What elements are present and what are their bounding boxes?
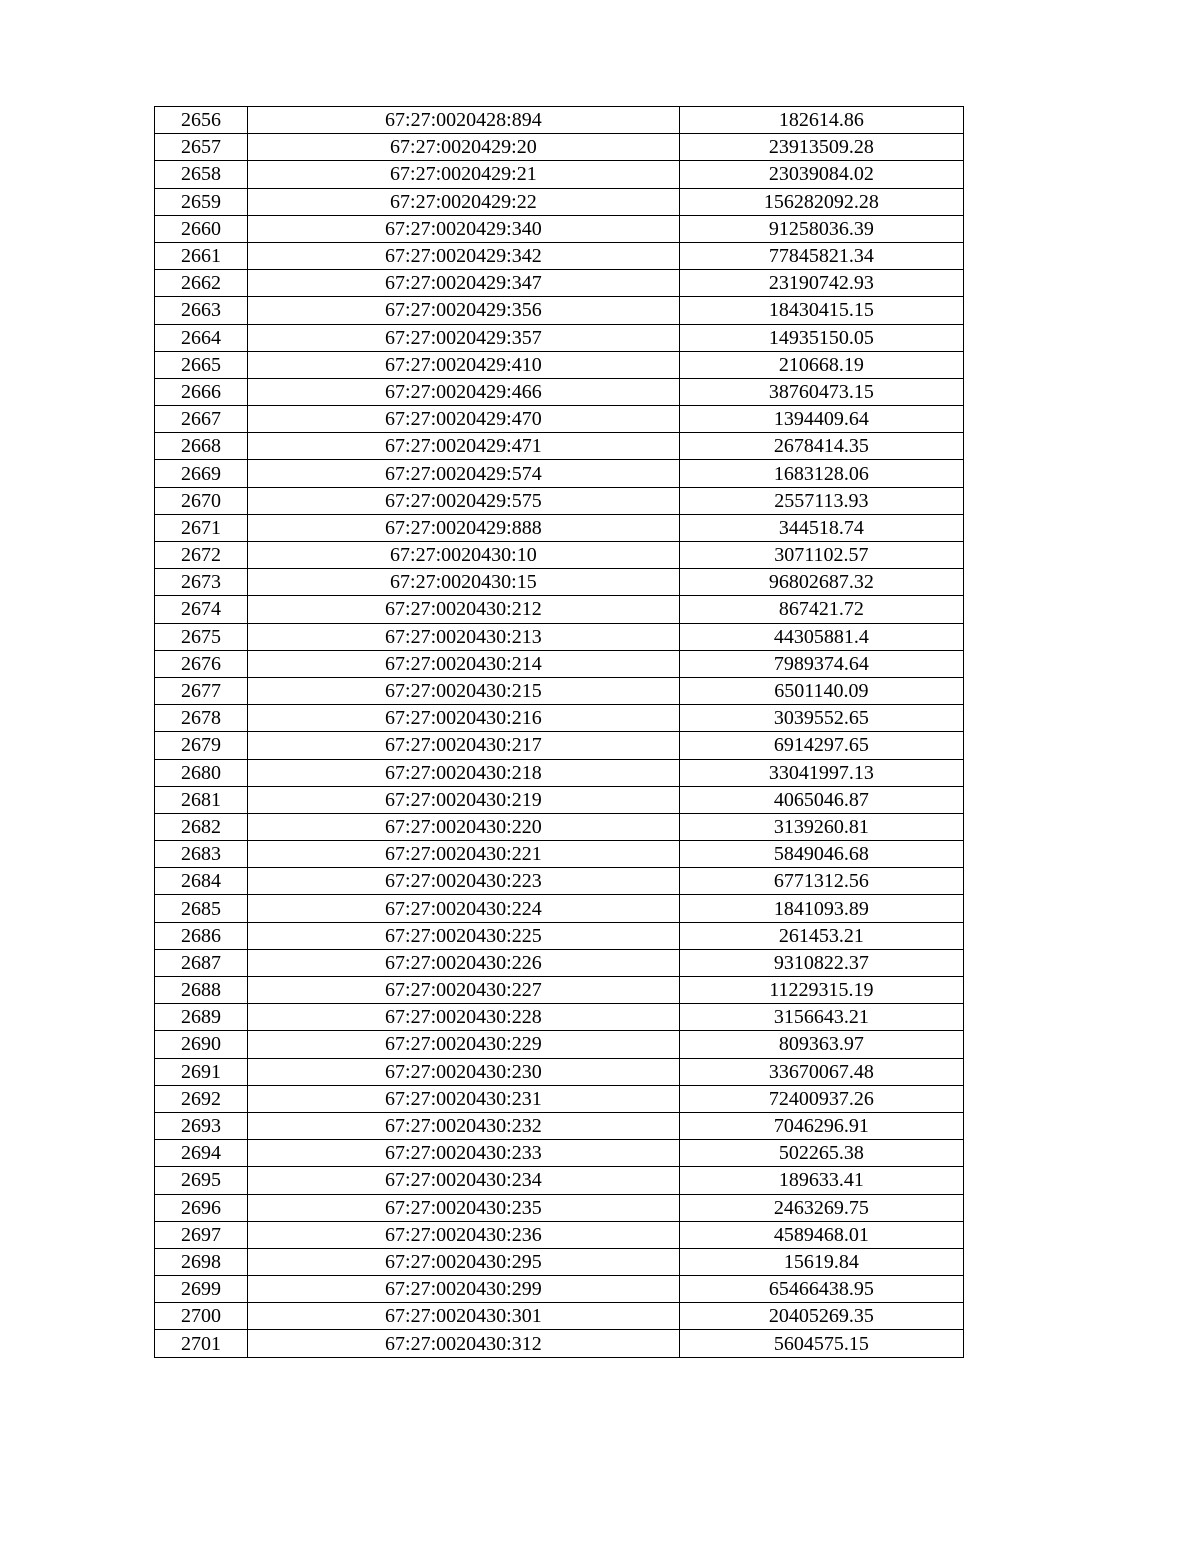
table-row <box>155 1031 964 1058</box>
cadastral-number-cell: 67:27:0020430:224 <box>248 895 680 922</box>
cadastral-number-cell: 67:27:0020429:356 <box>248 297 680 324</box>
cadastral-number-cell: 67:27:0020430:216 <box>248 705 680 732</box>
table-row <box>155 378 964 405</box>
row-number-cell: 2700 <box>155 1303 248 1330</box>
value-cell: 77845821.34 <box>679 242 963 269</box>
row-number-cell: 2699 <box>155 1276 248 1303</box>
cadastral-number-cell: 67:27:0020430:299 <box>248 1276 680 1303</box>
cadastral-number-cell: 67:27:0020429:410 <box>248 351 680 378</box>
table-row <box>155 542 964 569</box>
cadastral-number-cell: 67:27:0020430:217 <box>248 732 680 759</box>
table-row <box>155 596 964 623</box>
table-row <box>155 895 964 922</box>
table-row <box>155 786 964 813</box>
table-row <box>155 514 964 541</box>
row-number-cell: 2693 <box>155 1112 248 1139</box>
value-cell: 44305881.4 <box>679 623 963 650</box>
row-number-cell: 2662 <box>155 270 248 297</box>
table-row <box>155 977 964 1004</box>
row-number-cell: 2669 <box>155 460 248 487</box>
table-row <box>155 270 964 297</box>
value-cell: 23039084.02 <box>679 161 963 188</box>
table-row <box>155 677 964 704</box>
row-number-cell: 2692 <box>155 1085 248 1112</box>
row-number-cell: 2688 <box>155 977 248 1004</box>
value-cell: 2463269.75 <box>679 1194 963 1221</box>
value-cell: 344518.74 <box>679 514 963 541</box>
cadastral-number-cell: 67:27:0020430:226 <box>248 949 680 976</box>
value-cell: 65466438.95 <box>679 1276 963 1303</box>
value-cell: 6771312.56 <box>679 868 963 895</box>
table-row <box>155 487 964 514</box>
value-cell: 2678414.35 <box>679 433 963 460</box>
row-number-cell: 2667 <box>155 406 248 433</box>
value-cell: 5604575.15 <box>679 1330 963 1357</box>
row-number-cell: 2691 <box>155 1058 248 1085</box>
table-row <box>155 433 964 460</box>
row-number-cell: 2676 <box>155 650 248 677</box>
value-cell: 261453.21 <box>679 922 963 949</box>
value-cell: 1394409.64 <box>679 406 963 433</box>
cadastral-number-cell: 67:27:0020430:236 <box>248 1221 680 1248</box>
value-cell: 33670067.48 <box>679 1058 963 1085</box>
row-number-cell: 2664 <box>155 324 248 351</box>
row-number-cell: 2670 <box>155 487 248 514</box>
cadastral-number-cell: 67:27:0020429:466 <box>248 378 680 405</box>
value-cell: 20405269.35 <box>679 1303 963 1330</box>
cadastral-number-cell: 67:27:0020429:574 <box>248 460 680 487</box>
value-cell: 7989374.64 <box>679 650 963 677</box>
table-row <box>155 1140 964 1167</box>
table-row <box>155 949 964 976</box>
row-number-cell: 2658 <box>155 161 248 188</box>
row-number-cell: 2678 <box>155 705 248 732</box>
cadastral-value-table <box>154 106 964 1358</box>
cadastral-number-cell: 67:27:0020429:470 <box>248 406 680 433</box>
row-number-cell: 2681 <box>155 786 248 813</box>
row-number-cell: 2659 <box>155 188 248 215</box>
table-row <box>155 650 964 677</box>
cadastral-number-cell: 67:27:0020430:220 <box>248 813 680 840</box>
value-cell: 156282092.28 <box>679 188 963 215</box>
value-cell: 9310822.37 <box>679 949 963 976</box>
table-row <box>155 1276 964 1303</box>
table-row <box>155 868 964 895</box>
row-number-cell: 2697 <box>155 1221 248 1248</box>
table-row <box>155 1112 964 1139</box>
table-row <box>155 1248 964 1275</box>
value-cell: 14935150.05 <box>679 324 963 351</box>
cadastral-number-cell: 67:27:0020428:894 <box>248 107 680 134</box>
table-row <box>155 732 964 759</box>
row-number-cell: 2675 <box>155 623 248 650</box>
cadastral-number-cell: 67:27:0020430:212 <box>248 596 680 623</box>
cadastral-number-cell: 67:27:0020430:213 <box>248 623 680 650</box>
cadastral-number-cell: 67:27:0020429:20 <box>248 134 680 161</box>
row-number-cell: 2698 <box>155 1248 248 1275</box>
cadastral-number-cell: 67:27:0020429:357 <box>248 324 680 351</box>
row-number-cell: 2665 <box>155 351 248 378</box>
row-number-cell: 2672 <box>155 542 248 569</box>
cadastral-number-cell: 67:27:0020429:340 <box>248 215 680 242</box>
value-cell: 6914297.65 <box>679 732 963 759</box>
cadastral-number-cell: 67:27:0020430:230 <box>248 1058 680 1085</box>
row-number-cell: 2686 <box>155 922 248 949</box>
table-row <box>155 841 964 868</box>
value-cell: 2557113.93 <box>679 487 963 514</box>
cadastral-number-cell: 67:27:0020430:234 <box>248 1167 680 1194</box>
row-number-cell: 2660 <box>155 215 248 242</box>
cadastral-number-cell: 67:27:0020429:471 <box>248 433 680 460</box>
table-row <box>155 297 964 324</box>
table-row <box>155 1167 964 1194</box>
value-cell: 5849046.68 <box>679 841 963 868</box>
row-number-cell: 2666 <box>155 378 248 405</box>
cadastral-number-cell: 67:27:0020430:235 <box>248 1194 680 1221</box>
value-cell: 15619.84 <box>679 1248 963 1275</box>
cadastral-number-cell: 67:27:0020430:221 <box>248 841 680 868</box>
cadastral-number-cell: 67:27:0020430:231 <box>248 1085 680 1112</box>
cadastral-number-cell: 67:27:0020430:15 <box>248 569 680 596</box>
cadastral-number-cell: 67:27:0020429:347 <box>248 270 680 297</box>
table-row <box>155 1194 964 1221</box>
table-row <box>155 759 964 786</box>
row-number-cell: 2685 <box>155 895 248 922</box>
cadastral-number-cell: 67:27:0020430:232 <box>248 1112 680 1139</box>
table-row <box>155 406 964 433</box>
value-cell: 33041997.13 <box>679 759 963 786</box>
row-number-cell: 2695 <box>155 1167 248 1194</box>
table-row <box>155 134 964 161</box>
row-number-cell: 2684 <box>155 868 248 895</box>
cadastral-number-cell: 67:27:0020429:21 <box>248 161 680 188</box>
table-row <box>155 215 964 242</box>
row-number-cell: 2673 <box>155 569 248 596</box>
cadastral-number-cell: 67:27:0020430:218 <box>248 759 680 786</box>
row-number-cell: 2683 <box>155 841 248 868</box>
cadastral-number-cell: 67:27:0020430:214 <box>248 650 680 677</box>
value-cell: 1841093.89 <box>679 895 963 922</box>
value-cell: 72400937.26 <box>679 1085 963 1112</box>
table-body <box>155 107 964 1358</box>
value-cell: 6501140.09 <box>679 677 963 704</box>
cadastral-number-cell: 67:27:0020429:22 <box>248 188 680 215</box>
table-row <box>155 1221 964 1248</box>
cadastral-number-cell: 67:27:0020430:219 <box>248 786 680 813</box>
row-number-cell: 2701 <box>155 1330 248 1357</box>
value-cell: 1683128.06 <box>679 460 963 487</box>
row-number-cell: 2661 <box>155 242 248 269</box>
value-cell: 210668.19 <box>679 351 963 378</box>
row-number-cell: 2656 <box>155 107 248 134</box>
value-cell: 4065046.87 <box>679 786 963 813</box>
cadastral-number-cell: 67:27:0020430:225 <box>248 922 680 949</box>
cadastral-number-cell: 67:27:0020430:312 <box>248 1330 680 1357</box>
cadastral-number-cell: 67:27:0020430:223 <box>248 868 680 895</box>
table-row <box>155 569 964 596</box>
table-row <box>155 813 964 840</box>
table-row <box>155 1004 964 1031</box>
cadastral-number-cell: 67:27:0020430:301 <box>248 1303 680 1330</box>
table-row <box>155 188 964 215</box>
cadastral-number-cell: 67:27:0020430:215 <box>248 677 680 704</box>
value-cell: 18430415.15 <box>679 297 963 324</box>
table-row <box>155 161 964 188</box>
value-cell: 3156643.21 <box>679 1004 963 1031</box>
table-row <box>155 1085 964 1112</box>
row-number-cell: 2689 <box>155 1004 248 1031</box>
cadastral-number-cell: 67:27:0020430:229 <box>248 1031 680 1058</box>
value-cell: 23190742.93 <box>679 270 963 297</box>
row-number-cell: 2687 <box>155 949 248 976</box>
value-cell: 809363.97 <box>679 1031 963 1058</box>
row-number-cell: 2671 <box>155 514 248 541</box>
value-cell: 182614.86 <box>679 107 963 134</box>
table-row <box>155 623 964 650</box>
row-number-cell: 2668 <box>155 433 248 460</box>
cadastral-number-cell: 67:27:0020430:228 <box>248 1004 680 1031</box>
table-row <box>155 1330 964 1357</box>
row-number-cell: 2674 <box>155 596 248 623</box>
row-number-cell: 2682 <box>155 813 248 840</box>
cadastral-number-cell: 67:27:0020430:295 <box>248 1248 680 1275</box>
value-cell: 38760473.15 <box>679 378 963 405</box>
table-row <box>155 460 964 487</box>
table-row <box>155 1303 964 1330</box>
value-cell: 3039552.65 <box>679 705 963 732</box>
table-row <box>155 107 964 134</box>
cadastral-number-cell: 67:27:0020429:888 <box>248 514 680 541</box>
cadastral-number-cell: 67:27:0020430:227 <box>248 977 680 1004</box>
value-cell: 4589468.01 <box>679 1221 963 1248</box>
row-number-cell: 2677 <box>155 677 248 704</box>
value-cell: 11229315.19 <box>679 977 963 1004</box>
value-cell: 7046296.91 <box>679 1112 963 1139</box>
cadastral-number-cell: 67:27:0020429:575 <box>248 487 680 514</box>
table-row <box>155 922 964 949</box>
table-row <box>155 1058 964 1085</box>
value-cell: 91258036.39 <box>679 215 963 242</box>
table-row <box>155 242 964 269</box>
row-number-cell: 2696 <box>155 1194 248 1221</box>
cadastral-number-cell: 67:27:0020430:233 <box>248 1140 680 1167</box>
value-cell: 189633.41 <box>679 1167 963 1194</box>
value-cell: 3071102.57 <box>679 542 963 569</box>
row-number-cell: 2680 <box>155 759 248 786</box>
row-number-cell: 2690 <box>155 1031 248 1058</box>
value-cell: 3139260.81 <box>679 813 963 840</box>
row-number-cell: 2694 <box>155 1140 248 1167</box>
cadastral-number-cell: 67:27:0020429:342 <box>248 242 680 269</box>
row-number-cell: 2657 <box>155 134 248 161</box>
row-number-cell: 2663 <box>155 297 248 324</box>
value-cell: 96802687.32 <box>679 569 963 596</box>
table-row <box>155 705 964 732</box>
cadastral-number-cell: 67:27:0020430:10 <box>248 542 680 569</box>
table-row <box>155 324 964 351</box>
value-cell: 867421.72 <box>679 596 963 623</box>
row-number-cell: 2679 <box>155 732 248 759</box>
value-cell: 23913509.28 <box>679 134 963 161</box>
table-row <box>155 351 964 378</box>
value-cell: 502265.38 <box>679 1140 963 1167</box>
